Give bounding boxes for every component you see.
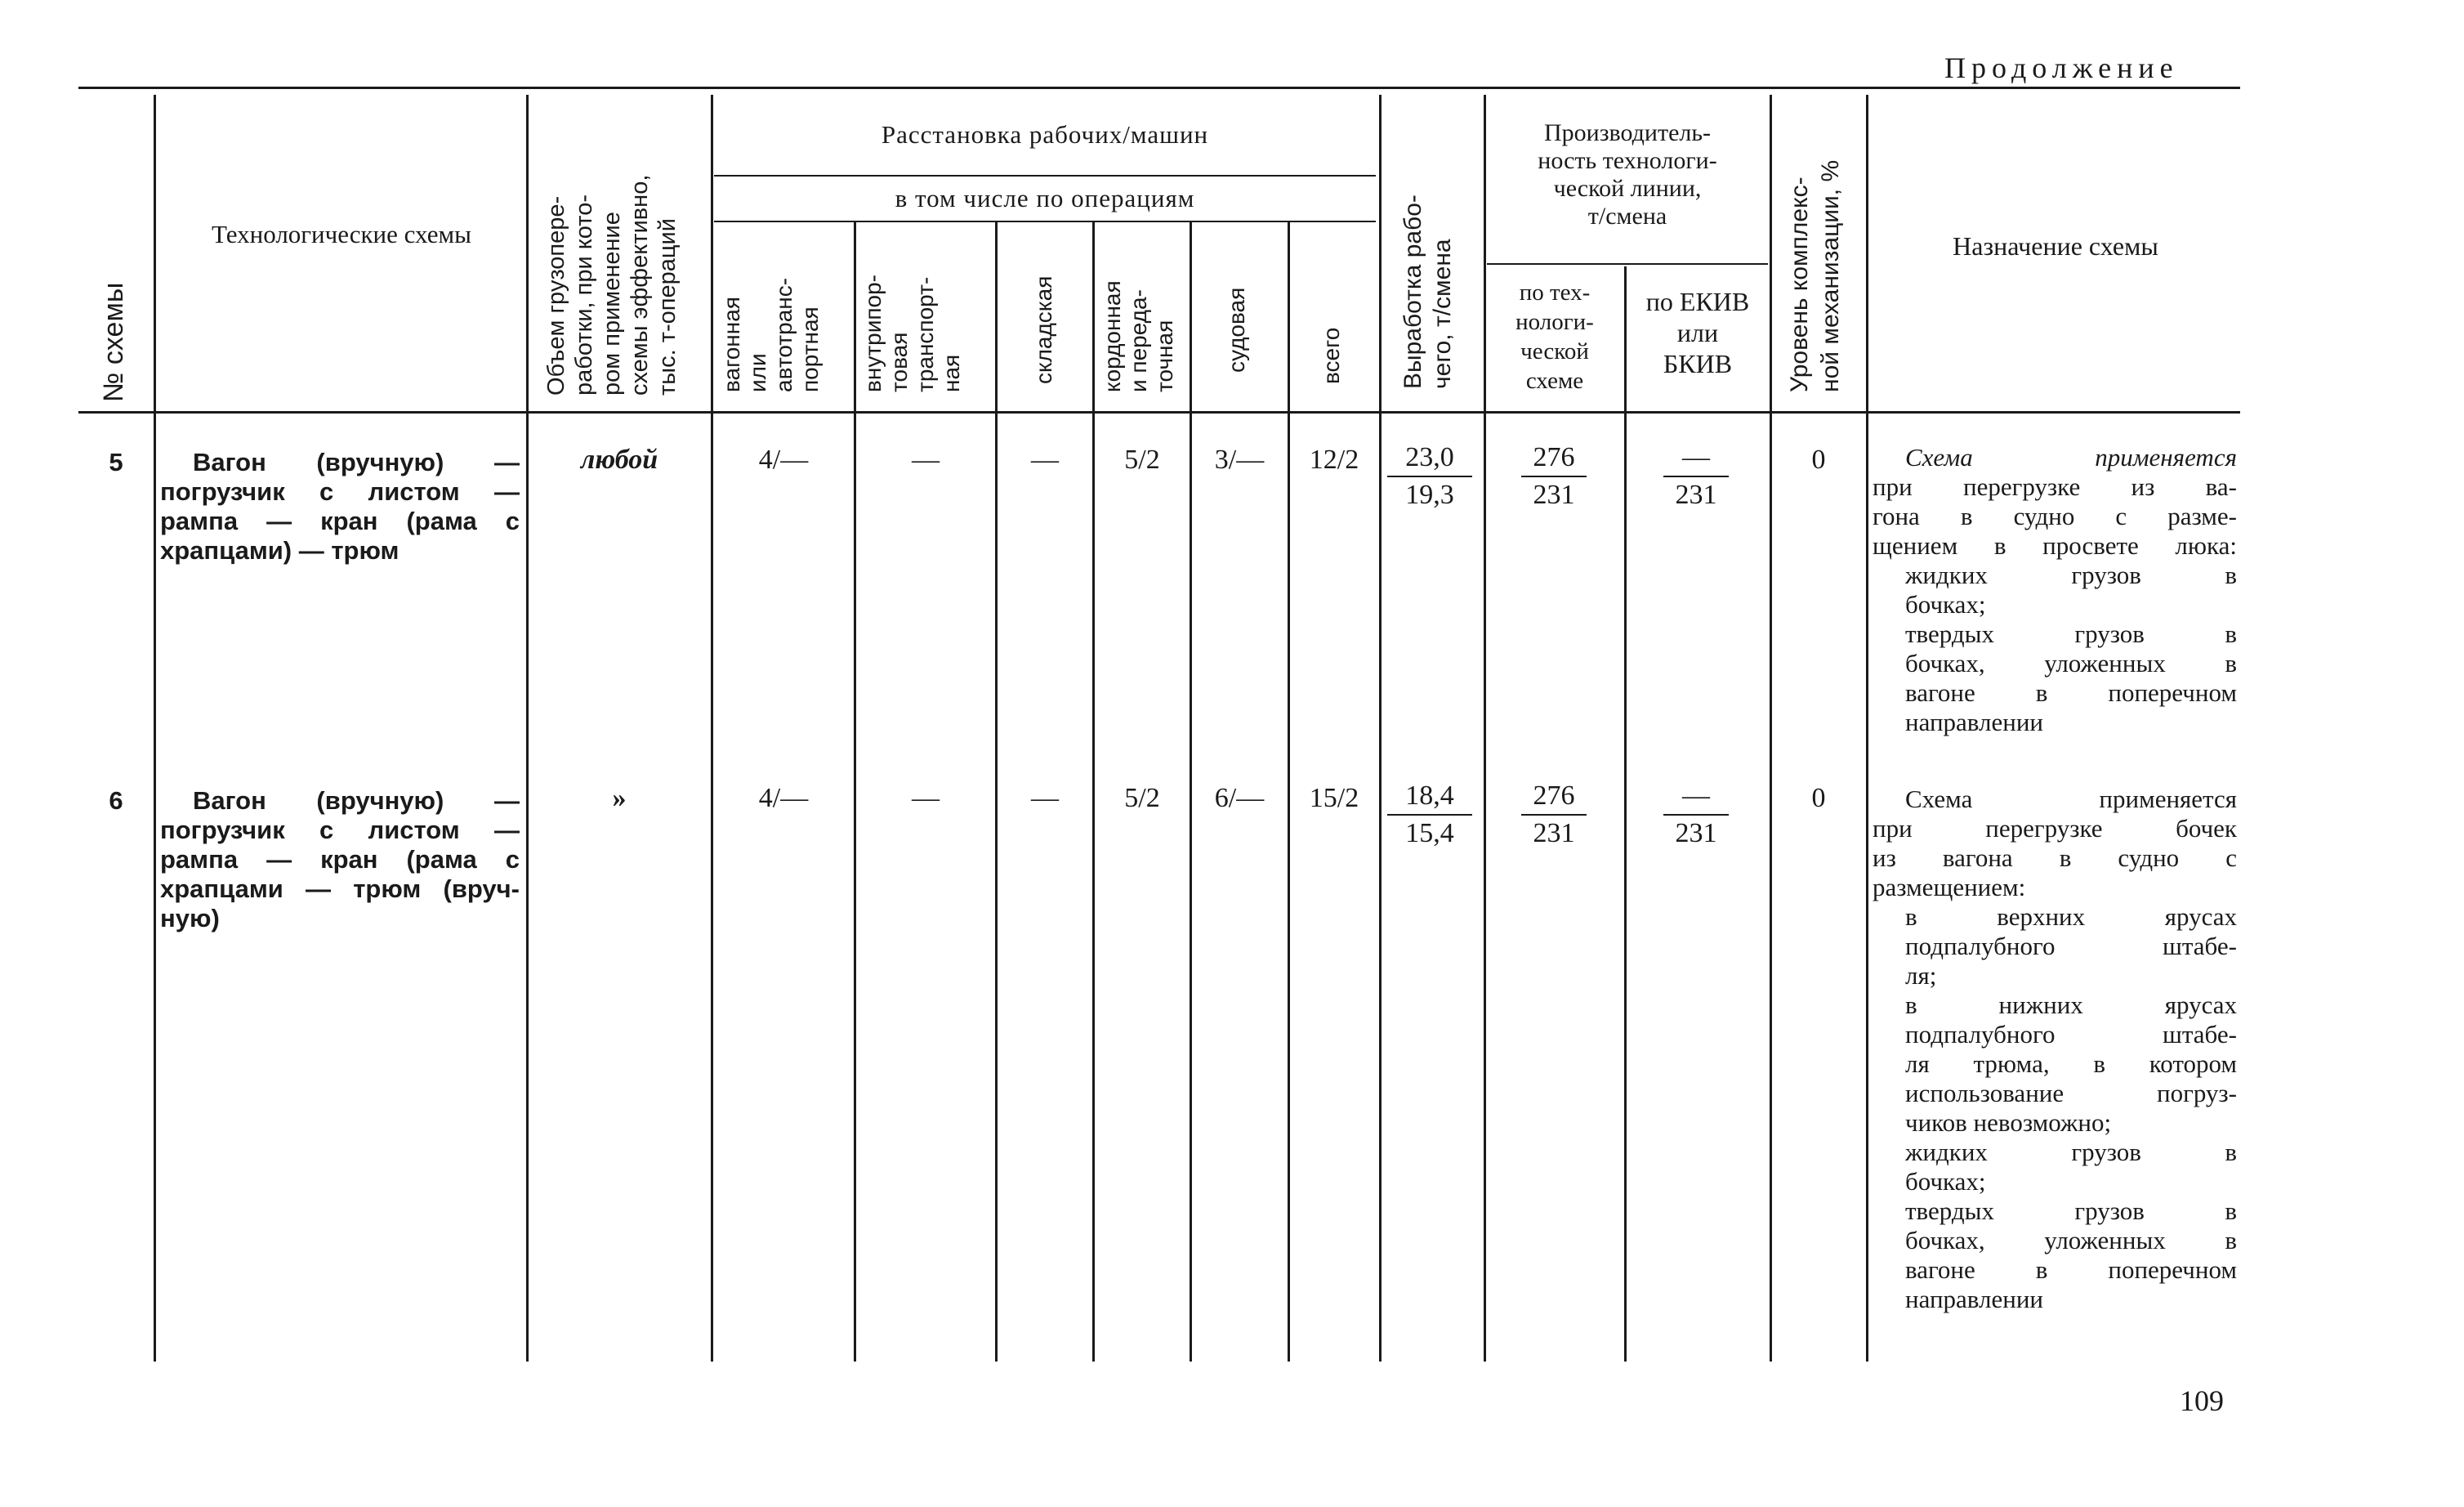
col-divider-13 xyxy=(1866,95,1868,1362)
header-op-ship: судовая xyxy=(1224,287,1249,373)
row6-op-total: 15/2 xyxy=(1309,783,1359,813)
header-prod-ekiv: по ЕКИВ или БКИВ xyxy=(1645,287,1750,378)
row5-op-internal: — xyxy=(912,445,940,475)
header-op-warehouse: складская xyxy=(1031,275,1056,384)
col-divider-11 xyxy=(1624,266,1627,1362)
row5-prod-tech: $\frac{276}{231}$ xyxy=(1521,441,1587,512)
col-divider-2 xyxy=(526,95,529,1362)
row6-tech-scheme: Вагон (вручную) — погрузчик с листом — рампа — кран (рама с храпцами — трюм (вруч- ную) xyxy=(160,786,520,932)
row5-prod-ekiv: — 231 xyxy=(1663,441,1729,512)
col-divider-6 xyxy=(1092,222,1095,1362)
header-output: Выработка рабо- чего, т/смена xyxy=(1399,195,1456,389)
header-scheme-no: № схемы xyxy=(98,282,129,402)
row5-purpose: Схема применяется при перегрузке из ва- гона в судно с разме- щением в просвете люка: жидких грузов в бочках; твердых грузов в бочках, уложенных в вагоне в поперечном направлении xyxy=(1873,443,2237,736)
header-purpose: Назначение схемы xyxy=(1953,231,2158,261)
table-top-rule xyxy=(78,87,2240,89)
row5-mech-level: 0 xyxy=(1811,445,1826,475)
row6-op-warehouse: — xyxy=(1031,783,1059,813)
header-mech-level: Уровень комплекс- ной механизации, % xyxy=(1786,159,1844,392)
placement-subrule xyxy=(714,175,1376,177)
col-divider-8 xyxy=(1288,222,1290,1362)
header-op-kordon: кордонная и переда- точная xyxy=(1100,280,1177,392)
header-volume: Объем грузопере- работки, при кото- ром применение схемы эффективно, тыс. т-операций xyxy=(543,174,681,396)
col-divider-12 xyxy=(1770,95,1772,1362)
row6-mech-level: 0 xyxy=(1811,783,1826,813)
header-productivity: Производитель- ность технологи- ческой линии, т/смена xyxy=(1538,119,1717,230)
row6-op-internal: — xyxy=(912,783,940,813)
row5-volume: любой xyxy=(580,445,658,475)
header-op-internal: внутрипор- товая транспорт- ная xyxy=(860,274,964,392)
col-divider-9 xyxy=(1379,95,1382,1362)
col-divider-10 xyxy=(1484,95,1486,1362)
row6-purpose: Схема применяется при перегрузке бочек из вагона в судно с размещением: в верхних ярусах подпалубного штабе- ля; в нижних ярусах подпалубного штабе- ля трюма, в котором использование погруз- чиков невозможно; жидких грузов в бочках; твердых грузов в бочках, уложенных в вагоне в поперечном направлении xyxy=(1873,785,2237,1313)
header-op-total: всего xyxy=(1319,327,1344,384)
row5-op-total: 12/2 xyxy=(1309,445,1359,475)
row5-scheme-no: 5 xyxy=(109,448,123,476)
header-op-wagon: вагонная или автотранс- портная xyxy=(719,277,823,392)
col-divider-7 xyxy=(1190,222,1192,1362)
productivity-subrule xyxy=(1487,263,1768,265)
continuation-label: Продолжение xyxy=(1944,51,2179,84)
row6-scheme-no: 6 xyxy=(109,786,123,815)
row6-volume: » xyxy=(612,783,627,813)
col-divider-1 xyxy=(154,95,156,1362)
header-tech-schemes: Технологические схемы xyxy=(212,220,471,248)
header-including-ops: в том числе по операциям xyxy=(895,184,1195,212)
row6-op-wagon: 4/— xyxy=(758,783,809,813)
row5-tech-scheme: Вагон (вручную) — погрузчик с листом — рампа — кран (рама с храпцами) — трюм xyxy=(160,448,520,565)
row6-output: $\frac{18,4}{15,4}$ xyxy=(1387,780,1472,850)
operations-subrule xyxy=(714,221,1376,222)
col-divider-3 xyxy=(711,95,713,1362)
header-bottom-rule xyxy=(78,411,2240,414)
col-divider-4 xyxy=(854,222,856,1362)
header-prod-tech: по тех- нологи- ческой схеме xyxy=(1515,279,1594,394)
page-number: 109 xyxy=(2180,1384,2224,1417)
row6-prod-ekiv: — 231 xyxy=(1663,780,1729,850)
col-divider-5 xyxy=(995,222,998,1362)
row5-op-warehouse: — xyxy=(1031,445,1059,475)
row6-op-kordon: 5/2 xyxy=(1124,783,1160,813)
row6-op-ship: 6/— xyxy=(1214,783,1265,813)
row5-op-ship: 3/— xyxy=(1214,445,1265,475)
header-placement: Расстановка рабочих/машин xyxy=(881,120,1209,149)
row5-output: $\frac{23,0}{19,3}$ xyxy=(1387,441,1472,512)
row6-prod-tech: $\frac{276}{231}$ xyxy=(1521,780,1587,850)
row5-op-wagon: 4/— xyxy=(758,445,809,475)
row5-op-kordon: 5/2 xyxy=(1124,445,1160,475)
